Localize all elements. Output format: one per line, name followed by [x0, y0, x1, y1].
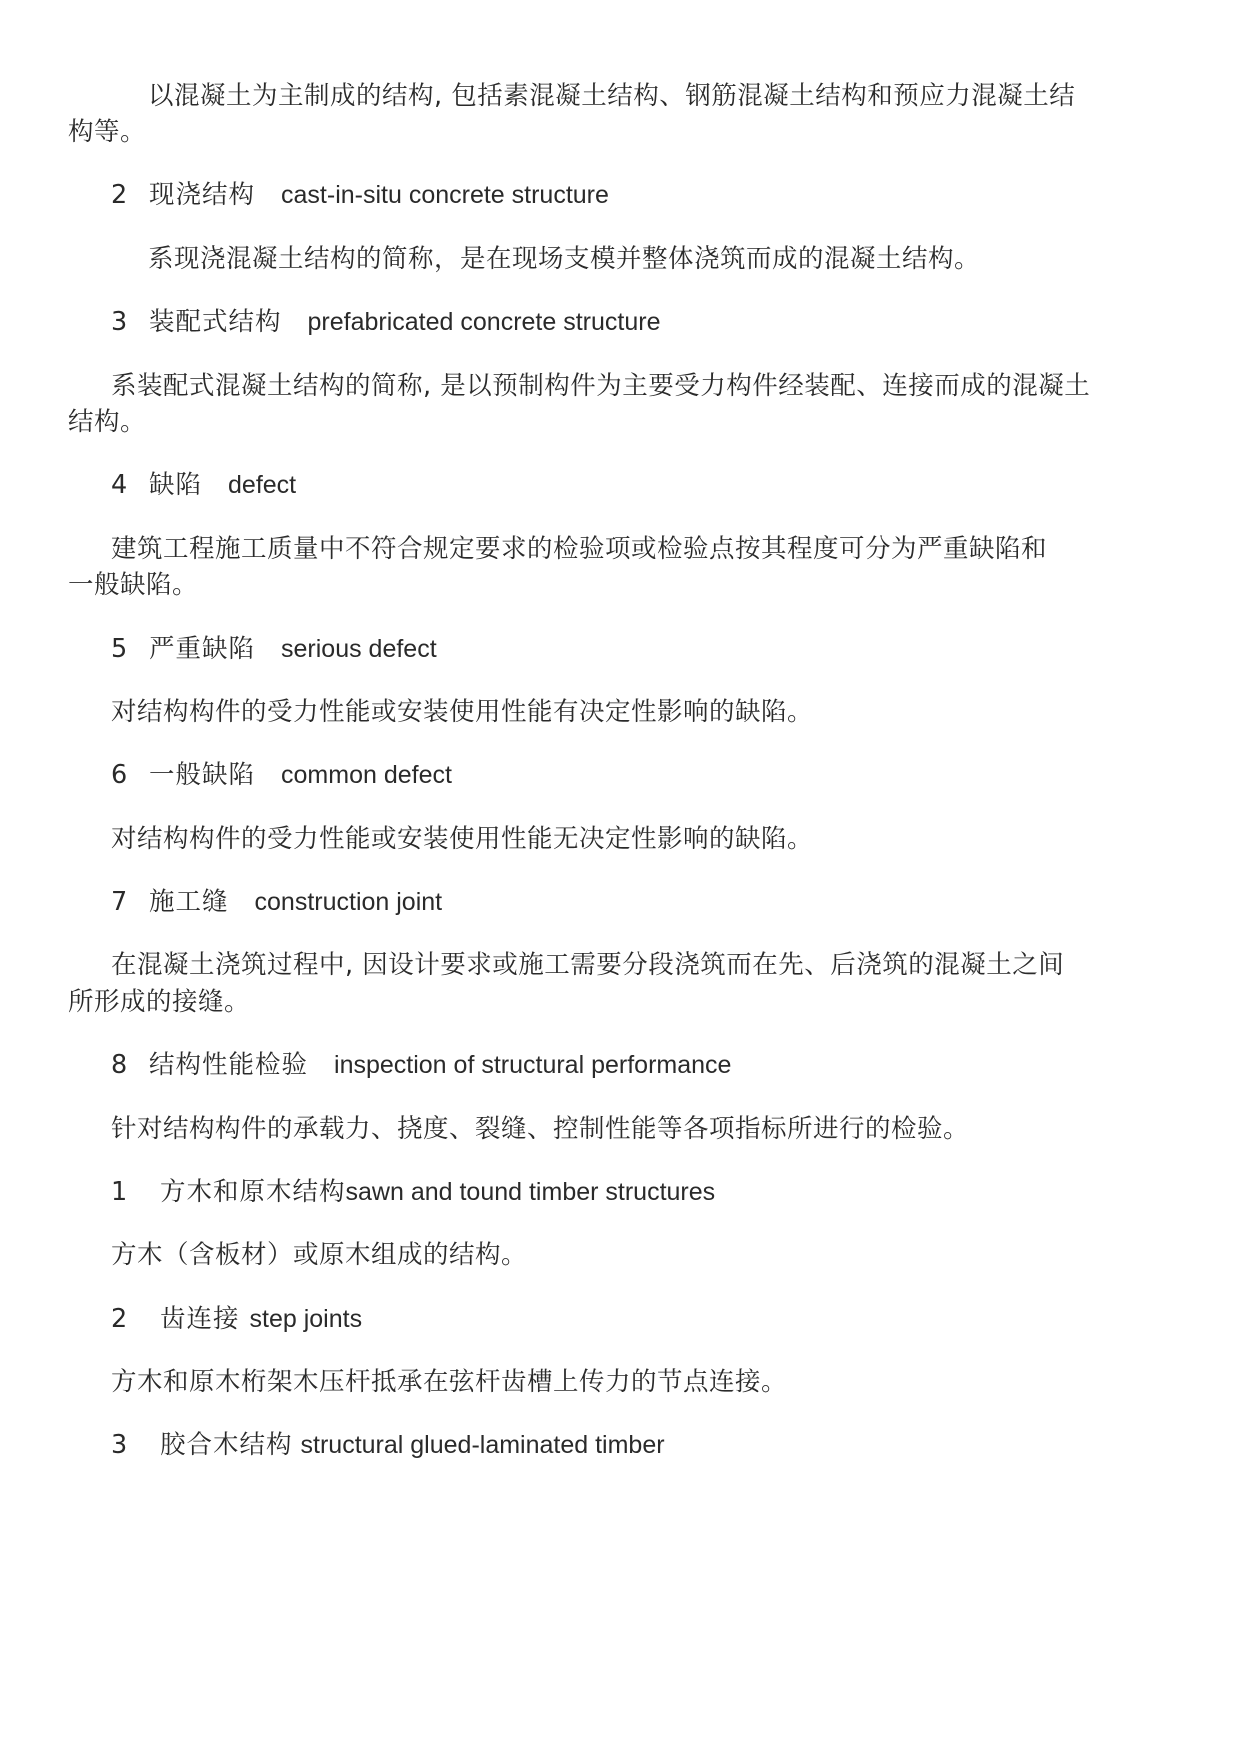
term-number: 8	[111, 1050, 128, 1080]
paragraph-line: 对结构构件的受力性能或安装使用性能无决定性影响的缺陷。	[111, 824, 814, 854]
term-number: 3	[111, 1430, 128, 1460]
term-heading	[111, 1301, 362, 1337]
paragraph-line: 在混凝土浇筑过程中, 因设计要求或施工需要分段浇筑而在先、后浇筑的混凝土之间	[111, 950, 1065, 980]
term-heading	[111, 631, 437, 667]
paragraph-line: 针对结构构件的承载力、挠度、裂缝、控制性能等各项指标所进行的检验。	[111, 1114, 970, 1144]
term-number: 3	[111, 307, 128, 337]
term-english: inspection of structural performance	[334, 1051, 732, 1079]
term-heading	[111, 1427, 665, 1463]
term-heading	[111, 1047, 731, 1083]
paragraph-line: 系现浇混凝土结构的简称，是在现场支模并整体浇筑而成的混凝土结构。	[148, 244, 981, 274]
paragraph-line: 所形成的接缝。	[68, 987, 251, 1017]
term-chinese: 方木和原木结构	[160, 1177, 346, 1207]
term-english: step joints	[249, 1305, 363, 1333]
paragraph-line: 方木和原木桁架木压杆抵承在弦杆齿槽上传力的节点连接。	[111, 1367, 788, 1397]
paragraph-line: 系装配式混凝土结构的简称, 是以预制构件为主要受力构件经装配、连接而成的混凝土	[111, 371, 1091, 401]
term-number: 2	[111, 180, 128, 210]
term-english: cast-in-situ concrete structure	[281, 181, 609, 209]
term-chinese: 胶合木结构	[160, 1430, 293, 1460]
term-english: defect	[228, 471, 297, 499]
paragraph-line: 以混凝土为主制成的结构, 包括素混凝土结构、钢筋混凝土结构和预应力混凝土结	[148, 81, 1076, 111]
paragraph-line: 建筑工程施工质量中不符合规定要求的检验项或检验点按其程度可分为严重缺陷和	[111, 534, 1048, 564]
paragraph-line: 一般缺陷。	[68, 570, 199, 600]
term-heading	[111, 304, 660, 340]
term-heading	[111, 757, 452, 793]
term-heading	[111, 884, 442, 920]
term-chinese: 齿连接	[160, 1304, 240, 1334]
term-heading	[111, 1174, 715, 1210]
term-english: construction joint	[254, 888, 443, 916]
term-english: prefabricated concrete structure	[307, 308, 661, 336]
paragraph-line: 结构。	[68, 407, 147, 437]
term-number: 7	[111, 887, 128, 917]
term-english: serious defect	[281, 635, 437, 663]
term-chinese: 施工缝	[149, 887, 229, 917]
term-chinese: 结构性能检验	[149, 1050, 309, 1080]
term-chinese: 现浇结构	[149, 180, 256, 210]
term-number: 1	[111, 1177, 128, 1207]
term-number: 4	[111, 470, 128, 500]
paragraph-line: 对结构构件的受力性能或安装使用性能有决定性影响的缺陷。	[111, 697, 814, 727]
term-english: structural glued-laminated timber	[300, 1431, 665, 1459]
term-chinese: 一般缺陷	[149, 760, 256, 790]
term-chinese: 缺陷	[149, 470, 203, 500]
term-number: 2	[111, 1304, 128, 1334]
term-number: 5	[111, 634, 128, 664]
paragraph-line: 构等。	[68, 117, 147, 147]
term-chinese: 装配式结构	[149, 307, 282, 337]
term-heading	[111, 467, 296, 503]
term-number: 6	[111, 760, 128, 790]
term-heading	[111, 177, 609, 213]
term-english: common defect	[281, 761, 452, 789]
term-chinese: 严重缺陷	[149, 634, 256, 664]
paragraph-line: 方木（含板材）或原木组成的结构。	[111, 1240, 528, 1270]
term-english: sawn and tound timber structures	[345, 1178, 716, 1206]
